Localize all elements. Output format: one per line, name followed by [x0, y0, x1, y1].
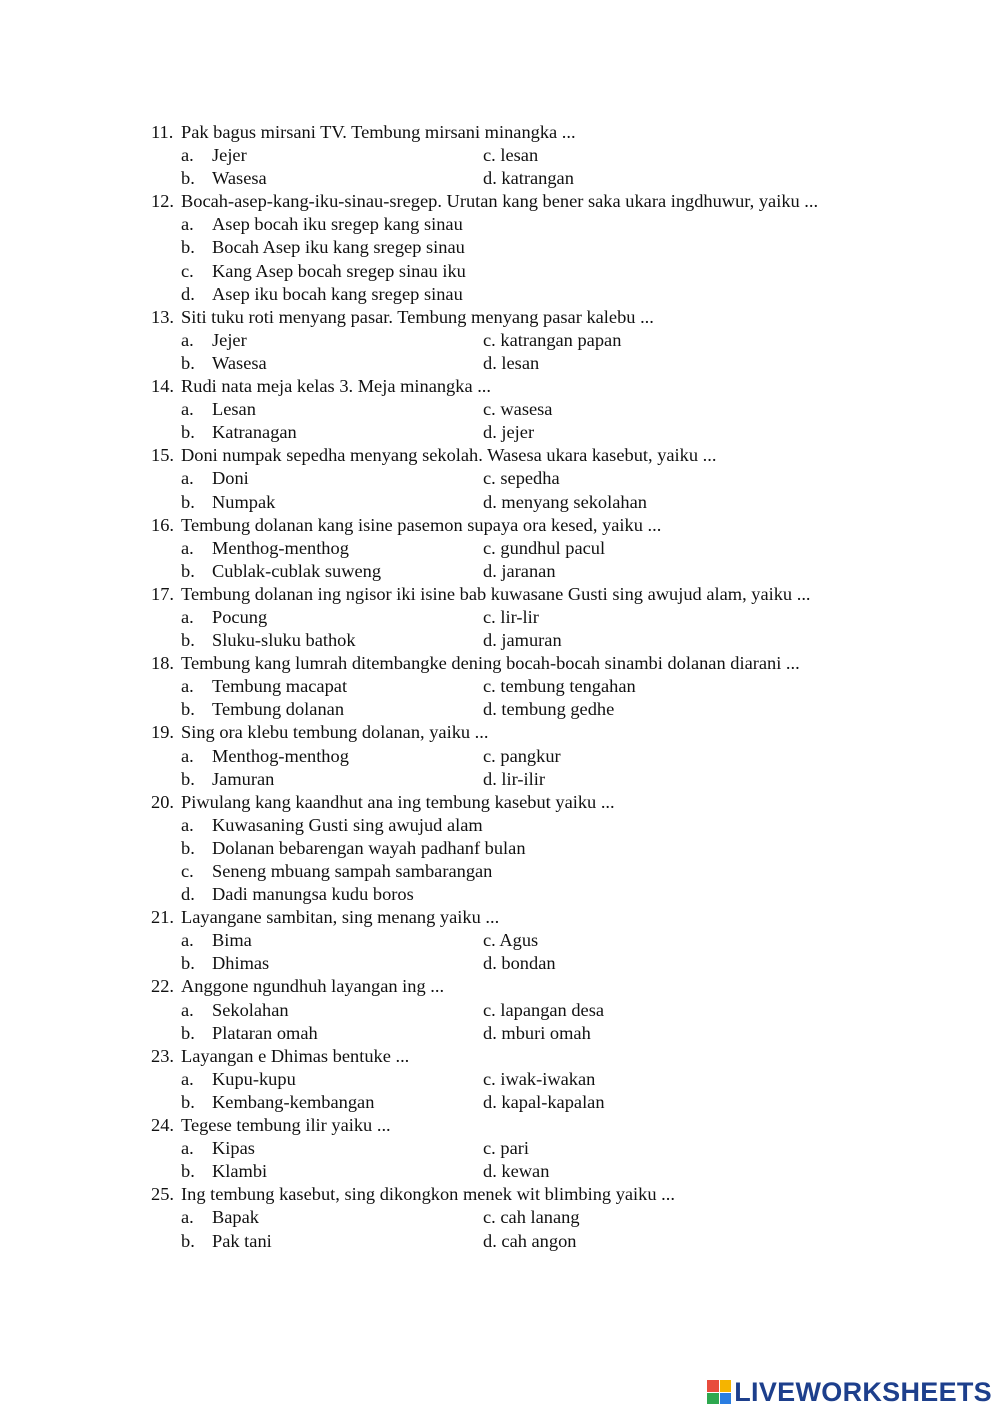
- option-text: lesan: [501, 352, 540, 373]
- option-letter: a.: [181, 468, 194, 489]
- option-right: [483, 698, 614, 721]
- option-letter: d.: [483, 699, 497, 720]
- option-letter: c.: [483, 745, 496, 766]
- option-right: [483, 952, 556, 975]
- option-letter: b.: [181, 699, 195, 720]
- option-row: [0, 560, 1000, 583]
- question-number: 20.: [151, 791, 174, 812]
- option-row: [0, 675, 1000, 698]
- question-line: [0, 375, 1000, 398]
- option-letter: d.: [483, 1091, 497, 1112]
- option-text: bondan: [501, 953, 556, 974]
- option-letter: a.: [181, 676, 194, 697]
- option-row: [0, 167, 1000, 190]
- option-letter: a.: [181, 1207, 194, 1228]
- option-row: [0, 883, 1000, 906]
- option-letter: d.: [181, 283, 195, 304]
- question-number: 22.: [151, 976, 174, 997]
- option-row: [0, 1160, 1000, 1183]
- option-text: Asep iku bocah kang sregep sinau: [212, 283, 463, 304]
- option-right: [483, 144, 538, 167]
- question-text: Tembung dolanan ing ngisor iki isine bab kuwasane Gusti sing awujud alam, yaiku ...: [181, 583, 811, 604]
- question-16: [0, 514, 1000, 583]
- option-text: Sluku-sluku bathok: [212, 630, 356, 651]
- option-right: [483, 352, 539, 375]
- option-text: Katranagan: [212, 422, 297, 443]
- option-row: [0, 329, 1000, 352]
- option-row: [0, 144, 1000, 167]
- question-number: 21.: [151, 907, 174, 928]
- option-text: Kipas: [212, 1138, 255, 1159]
- option-text: Numpak: [212, 491, 276, 512]
- option-letter: a.: [181, 537, 194, 558]
- option-row: [0, 213, 1000, 236]
- option-text: Dolanan bebarengan wayah padhanf bulan: [212, 837, 526, 858]
- option-row: [0, 1068, 1000, 1091]
- option-text: Jejer: [212, 145, 247, 166]
- option-letter: d.: [483, 168, 497, 189]
- option-letter: c.: [483, 930, 496, 951]
- question-number: 23.: [151, 1045, 174, 1066]
- option-row: [0, 352, 1000, 375]
- option-letter: b.: [181, 1091, 195, 1112]
- question-13: [0, 306, 1000, 375]
- question-18: [0, 652, 1000, 721]
- option-letter: b.: [181, 630, 195, 651]
- question-number: 17.: [151, 583, 174, 604]
- question-11: [0, 121, 1000, 190]
- option-letter: c.: [181, 861, 194, 881]
- option-row: [0, 421, 1000, 444]
- option-letter: c.: [483, 399, 496, 420]
- option-text: Sekolahan: [212, 999, 289, 1020]
- option-row: [0, 1091, 1000, 1114]
- option-text: Pak tani: [212, 1230, 272, 1251]
- option-letter: b.: [181, 837, 195, 858]
- option-text: pari: [500, 1138, 529, 1159]
- option-text: katrangan: [501, 168, 574, 189]
- option-letter: a.: [181, 145, 194, 166]
- option-letter: c.: [483, 1138, 496, 1159]
- option-row: [0, 860, 1000, 883]
- option-text: Klambi: [212, 1161, 268, 1182]
- question-12: [0, 190, 1000, 305]
- option-right: [483, 675, 636, 698]
- option-letter: c.: [483, 1207, 496, 1228]
- option-text: gundhul pacul: [500, 537, 606, 558]
- option-text: lir-ilir: [501, 768, 545, 789]
- option-text: Kupu-kupu: [212, 1068, 296, 1089]
- option-row: [0, 1230, 1000, 1253]
- option-letter: a.: [181, 1138, 194, 1159]
- option-text: Pocung: [212, 606, 268, 627]
- option-text: jaranan: [501, 560, 556, 581]
- option-letter: a.: [181, 1068, 194, 1089]
- question-text: Ing tembung kasebut, sing dikongkon menek wit blimbing yaiku ...: [181, 1184, 675, 1205]
- option-text: lapangan desa: [500, 999, 605, 1020]
- option-text: Bima: [212, 930, 252, 951]
- option-right: [483, 467, 560, 490]
- question-text: Bocah-asep-kang-iku-sinau-sregep. Urutan kang bener saka ukara ingdhuwur, yaiku ...: [181, 191, 819, 212]
- option-text: kewan: [501, 1161, 550, 1182]
- question-text: Tembung kang lumrah ditembangke dening bocah-bocah sinambi dolanan diarani ...: [181, 653, 800, 674]
- option-text: lir-lir: [500, 606, 539, 627]
- option-text: Agus: [499, 930, 539, 951]
- option-letter: b.: [181, 491, 195, 512]
- question-25: [0, 1183, 1000, 1252]
- option-row: [0, 283, 1000, 306]
- question-line: [0, 906, 1000, 929]
- option-letter: b.: [181, 1230, 195, 1251]
- option-right: [483, 167, 574, 190]
- option-text: katrangan papan: [500, 329, 622, 350]
- option-text: kapal-kapalan: [501, 1091, 605, 1112]
- option-row: [0, 1022, 1000, 1045]
- question-24: [0, 1114, 1000, 1183]
- option-letter: b.: [181, 1161, 195, 1182]
- option-row: [0, 698, 1000, 721]
- question-15: [0, 444, 1000, 513]
- question-22: [0, 975, 1000, 1044]
- option-text: Kang Asep bocah sregep sinau iku: [212, 260, 466, 281]
- question-line: [0, 652, 1000, 675]
- option-text: Dadi manungsa kudu boros: [212, 884, 414, 905]
- option-letter: a.: [181, 930, 194, 951]
- option-right: [483, 745, 561, 768]
- option-row: [0, 537, 1000, 560]
- option-text: mburi omah: [501, 1022, 591, 1043]
- option-right: [483, 629, 562, 652]
- option-text: Lesan: [212, 399, 256, 420]
- option-text: Tembung macapat: [212, 676, 348, 697]
- option-letter: c.: [483, 676, 496, 697]
- option-letter: d.: [483, 352, 497, 373]
- option-row: [0, 768, 1000, 791]
- option-letter: c.: [483, 606, 496, 627]
- option-letter: c.: [483, 329, 496, 350]
- option-text: Jamuran: [212, 768, 275, 789]
- option-text: Wasesa: [212, 168, 267, 189]
- option-row: [0, 999, 1000, 1022]
- question-line: [0, 514, 1000, 537]
- option-letter: c.: [483, 537, 496, 558]
- question-number: 18.: [151, 653, 174, 674]
- option-right: [483, 537, 605, 560]
- option-letter: c.: [483, 145, 496, 166]
- option-letter: b.: [181, 1022, 195, 1043]
- option-row: [0, 491, 1000, 514]
- option-text: iwak-iwakan: [500, 1068, 596, 1089]
- option-letter: b.: [181, 237, 195, 258]
- option-letter: a.: [181, 329, 194, 350]
- question-17: [0, 583, 1000, 652]
- question-line: [0, 1114, 1000, 1137]
- option-letter: d.: [483, 560, 497, 581]
- option-text: Bapak: [212, 1207, 259, 1228]
- option-text: Cublak-cublak suweng: [212, 560, 382, 581]
- option-right: [483, 329, 621, 352]
- option-row: [0, 606, 1000, 629]
- option-letter: b.: [181, 422, 195, 443]
- option-letter: c.: [483, 1068, 496, 1089]
- option-letter: b.: [181, 953, 195, 974]
- question-number: 16.: [151, 514, 174, 535]
- option-letter: d.: [483, 1161, 497, 1182]
- question-line: [0, 306, 1000, 329]
- option-right: [483, 1160, 549, 1183]
- option-right: [483, 999, 604, 1022]
- option-text: pangkur: [500, 745, 561, 766]
- option-right: [483, 491, 647, 514]
- option-text: Kuwasaning Gusti sing awujud alam: [212, 814, 483, 835]
- question-line: [0, 721, 1000, 744]
- question-20: [0, 791, 1000, 906]
- option-text: Kembang-kembangan: [212, 1091, 375, 1112]
- option-text: Wasesa: [212, 352, 267, 373]
- question-line: [0, 975, 1000, 998]
- question-text: Layangan e Dhimas bentuke ...: [181, 1045, 410, 1066]
- option-letter: c.: [181, 260, 194, 281]
- question-text: Siti tuku roti menyang pasar. Tembung menyang pasar kalebu ...: [181, 306, 654, 327]
- question-text: Tegese tembung ilir yaiku ...: [181, 1115, 391, 1136]
- question-number: 13.: [151, 306, 174, 327]
- option-row: [0, 629, 1000, 652]
- option-row: [0, 398, 1000, 421]
- option-right: [483, 1206, 580, 1229]
- option-letter: c.: [483, 468, 496, 489]
- option-text: Plataran omah: [212, 1022, 318, 1043]
- option-right: [483, 1137, 529, 1160]
- option-right: [483, 560, 556, 583]
- question-line: [0, 583, 1000, 606]
- option-letter: d.: [483, 1230, 497, 1251]
- question-number: 25.: [151, 1184, 174, 1205]
- question-line: [0, 1183, 1000, 1206]
- question-23: [0, 1045, 1000, 1114]
- option-text: sepedha: [500, 468, 560, 489]
- option-letter: a.: [181, 214, 194, 235]
- option-letter: d.: [483, 953, 497, 974]
- option-letter: b.: [181, 768, 195, 789]
- option-letter: a.: [181, 606, 194, 627]
- option-text: tembung tengahan: [500, 676, 636, 697]
- option-letter: d.: [483, 630, 497, 651]
- question-number: 15.: [151, 445, 174, 466]
- question-text: Piwulang kang kaandhut ana ing tembung kasebut yaiku ...: [181, 791, 615, 812]
- question-text: Sing ora klebu tembung dolanan, yaiku ...: [181, 722, 489, 743]
- option-letter: b.: [181, 560, 195, 581]
- option-right: [483, 1068, 595, 1091]
- option-row: [0, 814, 1000, 837]
- option-letter: a.: [181, 999, 194, 1020]
- option-row: [0, 745, 1000, 768]
- question-text: Rudi nata meja kelas 3. Meja minangka ...: [181, 376, 492, 397]
- question-text: Pak bagus mirsani TV. Tembung mirsani minangka ...: [181, 122, 576, 142]
- option-row: [0, 952, 1000, 975]
- option-text: Menthog-menthog: [212, 745, 349, 766]
- option-row: [0, 837, 1000, 860]
- option-letter: d.: [181, 884, 195, 905]
- option-text: Bocah Asep iku kang sregep sinau: [212, 237, 465, 258]
- option-letter: c.: [483, 999, 496, 1020]
- liveworksheets-logo-icon: [707, 1380, 731, 1404]
- option-right: [483, 421, 534, 444]
- question-line: [0, 444, 1000, 467]
- option-right: [483, 768, 545, 791]
- option-text: Tembung dolanan: [212, 699, 345, 720]
- question-line: [0, 791, 1000, 814]
- option-letter: b.: [181, 352, 195, 373]
- option-text: Menthog-menthog: [212, 537, 349, 558]
- option-letter: a.: [181, 399, 194, 420]
- option-text: Doni: [212, 468, 249, 489]
- question-text: Anggone ngundhuh layangan ing ...: [181, 976, 445, 997]
- question-number: 11.: [151, 122, 174, 142]
- question-21: [0, 906, 1000, 975]
- option-right: [483, 606, 539, 629]
- question-line: [0, 190, 1000, 213]
- question-line: [0, 1045, 1000, 1068]
- option-text: cah lanang: [500, 1207, 580, 1228]
- option-row: [0, 929, 1000, 952]
- question-text: Tembung dolanan kang isine pasemon supaya ora kesed, yaiku ...: [181, 514, 662, 535]
- worksheet: [0, 121, 1000, 1253]
- option-text: Seneng mbuang sampah sambarangan: [212, 861, 493, 881]
- option-right: [483, 929, 538, 952]
- option-right: [483, 1091, 605, 1114]
- question-number: 24.: [151, 1115, 174, 1136]
- option-row: [0, 1206, 1000, 1229]
- option-text: lesan: [500, 145, 539, 166]
- option-row: [0, 236, 1000, 259]
- option-text: wasesa: [500, 399, 553, 420]
- option-text: jejer: [501, 422, 535, 443]
- option-text: cah angon: [501, 1230, 577, 1251]
- question-text: Layangane sambitan, sing menang yaiku ...: [181, 907, 500, 928]
- option-text: Asep bocah iku sregep kang sinau: [212, 214, 463, 235]
- logo-text: LIVEWORKSHEETS: [734, 1376, 992, 1407]
- option-letter: a.: [181, 745, 194, 766]
- question-line: [0, 121, 1000, 144]
- option-text: tembung gedhe: [501, 699, 615, 720]
- option-right: [483, 1022, 591, 1045]
- option-row: [0, 467, 1000, 490]
- question-number: 19.: [151, 722, 174, 743]
- option-letter: d.: [483, 422, 497, 443]
- question-19: [0, 721, 1000, 790]
- option-letter: b.: [181, 168, 195, 189]
- option-right: [483, 398, 552, 421]
- option-right: [483, 1230, 576, 1253]
- option-letter: d.: [483, 768, 497, 789]
- option-row: [0, 260, 1000, 283]
- option-letter: d.: [483, 491, 497, 512]
- option-text: Jejer: [212, 329, 247, 350]
- question-number: 12.: [151, 191, 174, 212]
- option-text: menyang sekolahan: [501, 491, 647, 512]
- option-text: jamuran: [501, 630, 562, 651]
- question-14: [0, 375, 1000, 444]
- question-text: Doni numpak sepedha menyang sekolah. Wasesa ukara kasebut, yaiku ...: [181, 445, 717, 466]
- liveworksheets-logo: [707, 1377, 992, 1407]
- option-letter: a.: [181, 814, 194, 835]
- option-letter: d.: [483, 1022, 497, 1043]
- option-row: [0, 1137, 1000, 1160]
- option-text: Dhimas: [212, 953, 270, 974]
- question-number: 14.: [151, 376, 174, 397]
